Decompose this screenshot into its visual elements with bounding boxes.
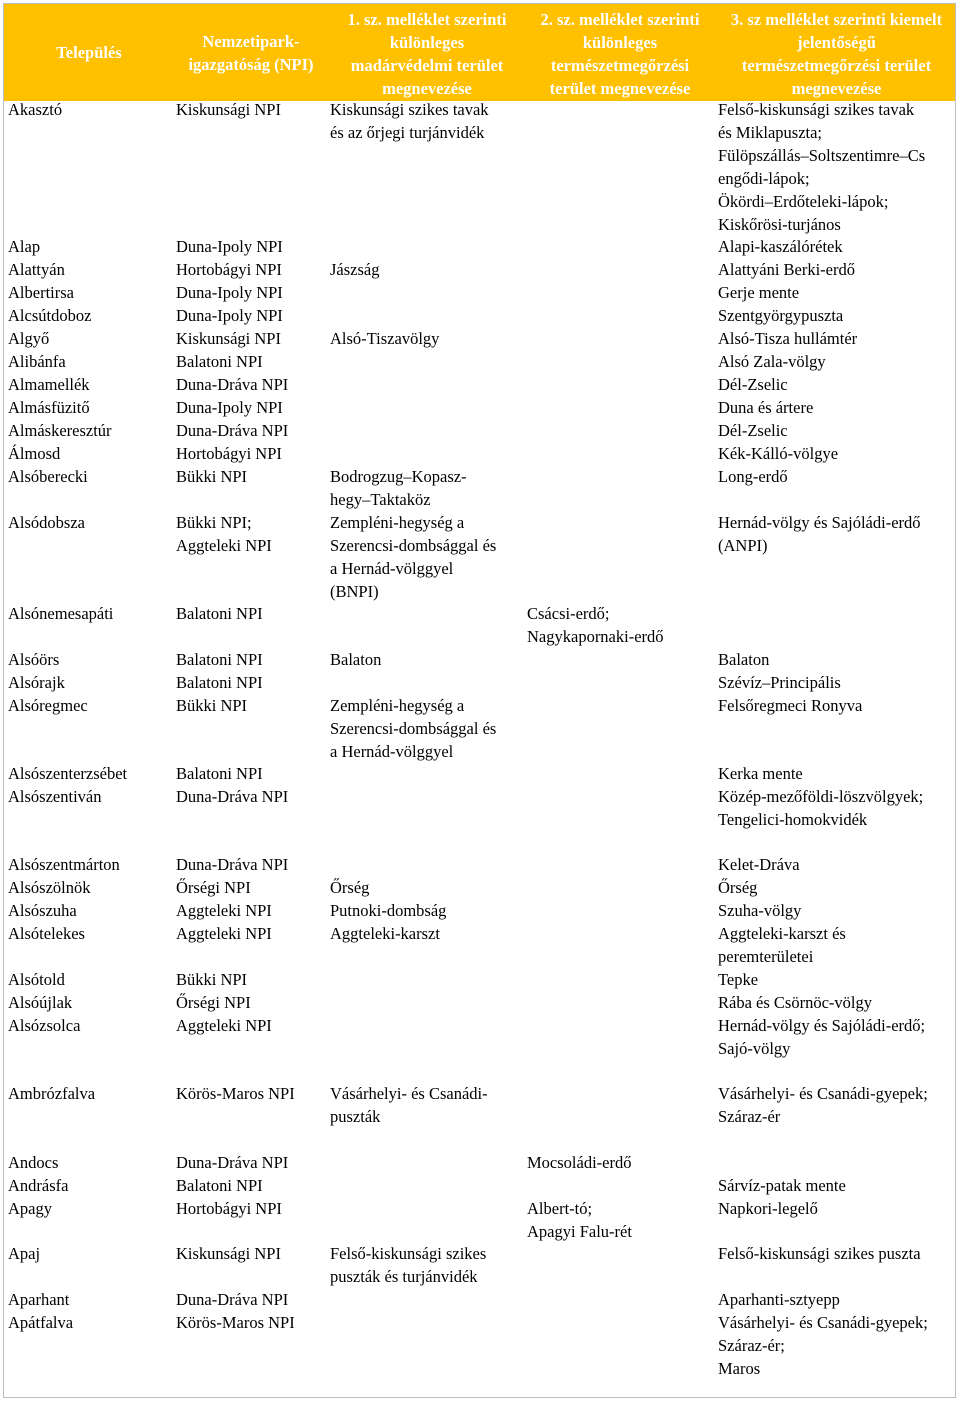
cell-telepules: Alsótelekes [8, 924, 85, 943]
cell-kiemelt: Felső-kiskunsági szikes tavak és Miklapuszta; Fülöpszállás–Soltszentimre–Cs engődi-lápok; Ökördi–Erdőteleki-lápok; Kiskőrösi-turjános [718, 100, 926, 234]
cell-kiemelt: Balaton [718, 650, 770, 669]
header-telepules [4, 4, 174, 101]
cell-telepules: Álmosd [8, 444, 61, 463]
cell-telepules: Algyő [8, 329, 50, 348]
cell-madar: Őrség [330, 878, 370, 897]
header-kiemelt-label: 3. sz melléklet szerinti kiemelt jelentőségű természetmegőrzési terület megnevezése [730, 10, 943, 98]
cell-npi: Kiskunsági NPI [176, 329, 281, 348]
cell-kiemelt: Hernád-völgy és Sajóládi-erdő; Sajó-völgy [718, 1016, 926, 1058]
cell-telepules: Alsószölnök [8, 878, 91, 897]
cell-telepules: Alsózsolca [8, 1016, 81, 1035]
header-kiemelt [714, 4, 959, 101]
cell-telepules: Almamellék [8, 375, 90, 394]
cell-madar: Balaton [330, 650, 382, 669]
cell-telepules: Alsótold [8, 970, 65, 989]
cell-kiemelt: Felső-kiskunsági szikes puszta [718, 1244, 921, 1263]
header-termeszetmegorzesi [524, 4, 716, 101]
cell-termeszet: Mocsoládi-erdő [527, 1153, 632, 1172]
cell-npi: Duna-Dráva NPI [176, 375, 289, 394]
cell-telepules: Alsószentmárton [8, 855, 120, 874]
cell-kiemelt: Tepke [718, 970, 759, 989]
cell-kiemelt: Sárvíz-patak mente [718, 1176, 846, 1195]
cell-madar: Jászság [330, 260, 380, 279]
cell-kiemelt: Kék-Kálló-völgye [718, 444, 839, 463]
cell-kiemelt: Felsőregmeci Ronyva [718, 696, 863, 715]
header-termeszetmegorzesi-label: 2. sz. melléklet szerinti különleges természetmegőrzési terület megnevezése [540, 10, 700, 98]
cell-npi: Őrségi NPI [176, 993, 251, 1012]
cell-npi: Aggteleki NPI [176, 924, 272, 943]
cell-kiemelt: Rába és Csörnöc-völgy [718, 993, 872, 1012]
cell-kiemelt: Közép-mezőföldi-löszvölgyek; Tengelici-homokvidék [718, 787, 924, 829]
cell-telepules: Alsószuha [8, 901, 77, 920]
cell-npi: Hortobágyi NPI [176, 444, 282, 463]
cell-telepules: Apagy [8, 1199, 52, 1218]
cell-telepules: Alsószenterzsébet [8, 764, 128, 783]
cell-madar: Aggteleki-karszt [330, 924, 440, 943]
cell-kiemelt: Dél-Zselic [718, 421, 788, 440]
cell-termeszet: Albert-tó; Apagyi Falu-rét [527, 1199, 632, 1241]
cell-kiemelt: Long-erdő [718, 467, 788, 486]
cell-npi: Hortobágyi NPI [176, 260, 282, 279]
cell-telepules: Andocs [8, 1153, 59, 1172]
cell-telepules: Akasztó [8, 100, 63, 119]
cell-kiemelt: Szuha-völgy [718, 901, 802, 920]
cell-npi: Körös-Maros NPI [176, 1313, 295, 1332]
cell-madar: Felső-kiskunsági szikes puszták és turjánvidék [330, 1244, 487, 1286]
cell-madar: Kiskunsági szikes tavak és az őrjegi turjánvidék [330, 100, 489, 142]
cell-telepules: Andrásfa [8, 1176, 69, 1195]
cell-telepules: Alibánfa [8, 352, 66, 371]
cell-kiemelt: Kerka mente [718, 764, 803, 783]
cell-madar: Zempléni-hegység a Szerencsi-dombsággal és a Hernád-völggyel [330, 696, 497, 761]
cell-kiemelt: Napkori-legelő [718, 1199, 818, 1218]
cell-telepules: Ambrózfalva [8, 1084, 96, 1103]
cell-telepules: Alap [8, 237, 41, 256]
cell-npi: Kiskunsági NPI [176, 1244, 281, 1263]
cell-kiemelt: Alapi-kaszálórétek [718, 237, 843, 256]
cell-telepules: Alsórajk [8, 673, 65, 692]
cell-kiemelt: Vásárhelyi- és Csanádi-gyepek; Száraz-ér; Maros [718, 1313, 928, 1378]
cell-telepules: Alattyán [8, 260, 65, 279]
cell-npi: Aggteleki NPI [176, 901, 272, 920]
cell-npi: Körös-Maros NPI [176, 1084, 295, 1103]
cell-telepules: Alsódobsza [8, 513, 85, 532]
cell-npi: Balatoni NPI [176, 764, 263, 783]
cell-npi: Kiskunsági NPI [176, 100, 281, 119]
cell-kiemelt: Szévíz–Principális [718, 673, 841, 692]
cell-npi: Duna-Dráva NPI [176, 1290, 289, 1309]
cell-npi: Duna-Dráva NPI [176, 855, 289, 874]
cell-telepules: Almáskeresztúr [8, 421, 112, 440]
cell-kiemelt: Aparhanti-sztyepp [718, 1290, 840, 1309]
cell-madar: Bodrogzug–Kopasz- hegy–Taktaköz [330, 467, 467, 509]
cell-telepules: Alsóörs [8, 650, 60, 669]
cell-npi: Aggteleki NPI [176, 1016, 272, 1035]
cell-kiemelt: Kelet-Dráva [718, 855, 800, 874]
cell-telepules: Alsóújlak [8, 993, 73, 1012]
header-npi [172, 4, 330, 101]
header-madarvedelmi-label: 1. sz. melléklet szerinti különleges madárvédelmi terület megnevezése [347, 10, 507, 98]
cell-kiemelt: Szentgyörgypuszta [718, 306, 844, 325]
cell-npi: Balatoni NPI [176, 650, 263, 669]
cell-kiemelt: Dél-Zselic [718, 375, 788, 394]
header-madarvedelmi [328, 4, 526, 101]
cell-madar: Vásárhelyi- és Csanádi- puszták [330, 1084, 488, 1126]
header-npi-label: Nemzetipark- igazgatóság (NPI) [188, 31, 314, 74]
document-page [3, 3, 956, 1398]
cell-telepules: Apátfalva [8, 1313, 74, 1332]
cell-kiemelt: Vásárhelyi- és Csanádi-gyepek; Száraz-ér [718, 1084, 928, 1126]
cell-npi: Balatoni NPI [176, 1176, 263, 1195]
cell-kiemelt: Alattyáni Berki-erdő [718, 260, 855, 279]
cell-kiemelt: Alsó-Tisza hullámtér [718, 329, 858, 348]
cell-madar: Putnoki-dombság [330, 901, 447, 920]
cell-kiemelt: Aggteleki-karszt és peremterületei [718, 924, 846, 966]
cell-npi: Hortobágyi NPI [176, 1199, 282, 1218]
cell-npi: Balatoni NPI [176, 673, 263, 692]
cell-madar: Alsó-Tiszavölgy [330, 329, 440, 348]
cell-npi: Duna-Dráva NPI [176, 1153, 289, 1172]
cell-termeszet: Csácsi-erdő; Nagykapornaki-erdő [527, 604, 664, 646]
cell-telepules: Alsóberecki [8, 467, 88, 486]
cell-npi: Duna-Ipoly NPI [176, 306, 283, 325]
cell-madar: Zempléni-hegység a Szerencsi-dombsággal és a Hernád-völggyel (BNPI) [330, 513, 497, 601]
cell-telepules: Alcsútdoboz [8, 306, 92, 325]
header-telepules-label: Település [56, 43, 122, 62]
cell-kiemelt: Alsó Zala-völgy [718, 352, 826, 371]
cell-telepules: Alsószentiván [8, 787, 102, 806]
cell-npi: Balatoni NPI [176, 604, 263, 623]
cell-kiemelt: Hernád-völgy és Sajóládi-erdő (ANPI) [718, 513, 921, 555]
cell-kiemelt: Őrség [718, 878, 758, 897]
cell-telepules: Albertirsa [8, 283, 74, 302]
cell-npi: Duna-Dráva NPI [176, 421, 289, 440]
cell-telepules: Apaj [8, 1244, 41, 1263]
cell-npi: Bükki NPI; Aggteleki NPI [176, 513, 272, 555]
cell-telepules: Alsónemesapáti [8, 604, 114, 623]
cell-npi: Őrségi NPI [176, 878, 251, 897]
cell-npi: Duna-Ipoly NPI [176, 283, 283, 302]
cell-npi: Duna-Ipoly NPI [176, 237, 283, 256]
cell-telepules: Almásfüzitő [8, 398, 90, 417]
cell-npi: Bükki NPI [176, 970, 248, 989]
cell-npi: Duna-Dráva NPI [176, 787, 289, 806]
cell-kiemelt: Duna és ártere [718, 398, 814, 417]
cell-kiemelt: Gerje mente [718, 283, 800, 302]
cell-npi: Duna-Ipoly NPI [176, 398, 283, 417]
cell-npi: Bükki NPI [176, 467, 248, 486]
cell-npi: Bükki NPI [176, 696, 248, 715]
table-header [4, 4, 955, 101]
cell-npi: Balatoni NPI [176, 352, 263, 371]
cell-telepules: Aparhant [8, 1290, 70, 1309]
cell-telepules: Alsóregmec [8, 696, 88, 715]
